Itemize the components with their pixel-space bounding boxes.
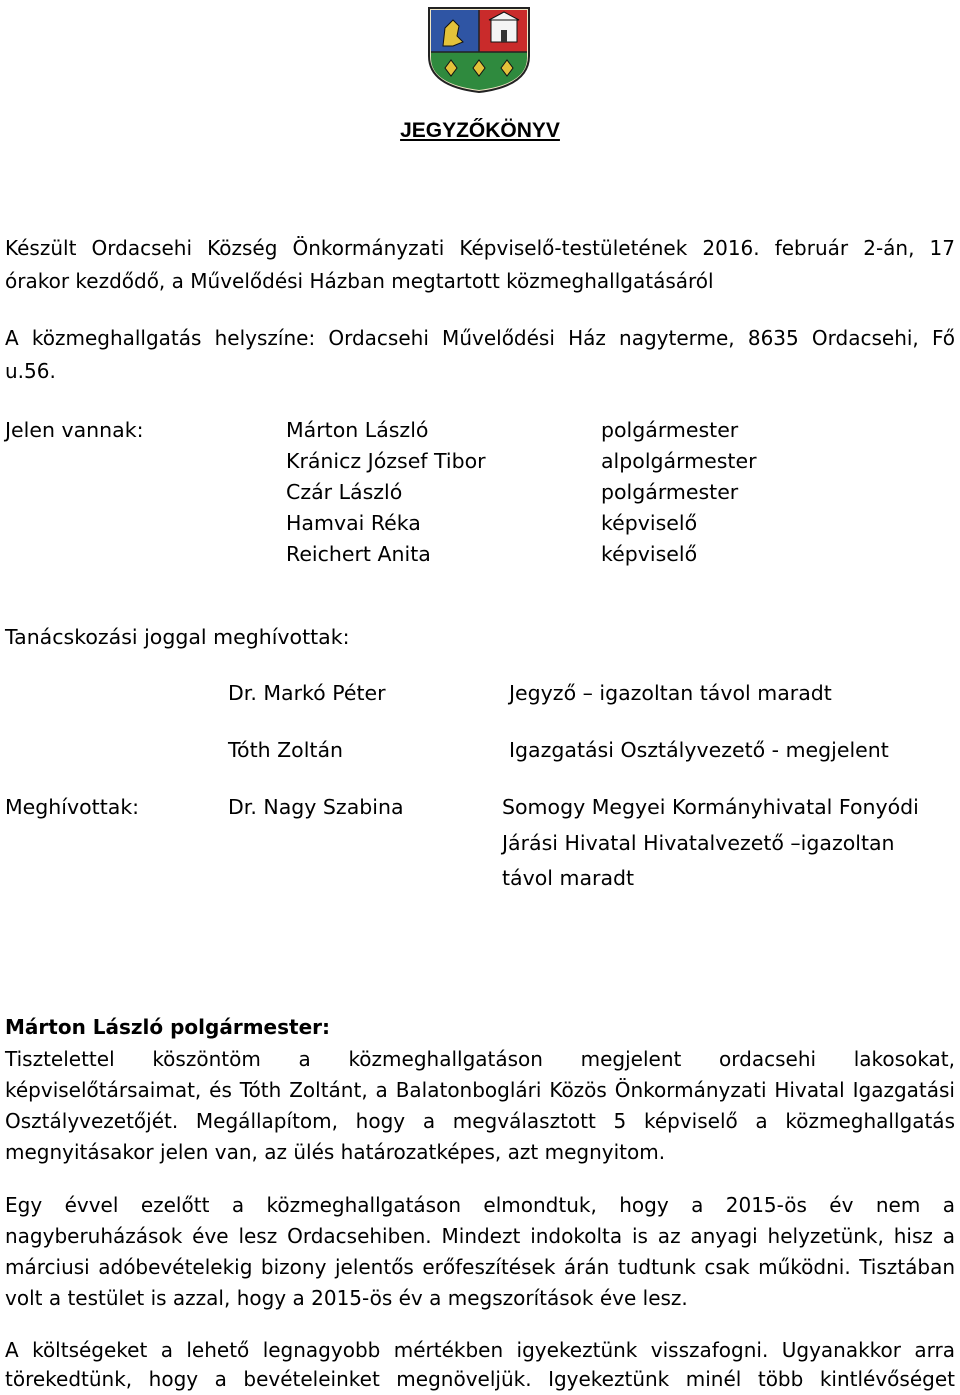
invited-role-line: Somogy Megyei Kormányhivatal Fonyódi [502, 795, 919, 819]
advisory-role: Igazgatási Osztályvezető - megjelent [509, 738, 889, 762]
paragraph-line: megnyitásakor jelen van, az ülés határozatképes, azt megnyitom. [5, 1140, 666, 1164]
paragraph-line: törekedtünk, hogy a bevételeinket megnöveljük. Igyekeztünk minél több kintlévőséget [5, 1367, 955, 1391]
present-role: polgármester [601, 480, 739, 504]
paragraph-line: Osztályvezetőjét. Megállapítom, hogy a megválasztott 5 képviselő a közmeghallgatás [5, 1109, 955, 1133]
paragraph-line: Egy évvel ezelőtt a közmeghallgatáson elmondtuk, hogy a 2015-ös év nem a [5, 1193, 955, 1217]
present-label: Jelen vannak: [5, 418, 144, 442]
document-title: JEGYZŐKÖNYV [400, 119, 560, 142]
invited-label: Meghívottak: [5, 795, 140, 819]
location-line-2: u.56. [5, 359, 56, 383]
advisory-name: Tóth Zoltán [228, 738, 344, 762]
advisory-label: Tanácskozási joggal meghívottak: [5, 625, 350, 649]
paragraph-line: képviselőtársaimat, és Tóth Zoltánt, a Balatonboglári Közös Önkormányzati Hivatal Igazgatási [5, 1078, 955, 1102]
present-role: polgármester [601, 418, 739, 442]
advisory-name: Dr. Markó Péter [228, 681, 386, 705]
present-role: alpolgármester [601, 449, 757, 473]
present-role: képviselő [601, 511, 698, 535]
present-name: Márton László [286, 418, 429, 442]
coat-of-arms-image [423, 6, 535, 94]
speaker-heading: Márton László polgármester: [5, 1015, 330, 1039]
intro-line-1: Készült Ordacsehi Község Önkormányzati Képviselő-testületének 2016. február 2-án, 17 [5, 236, 955, 260]
advisory-role: Jegyző – igazoltan távol maradt [509, 681, 832, 705]
present-name: Kránicz József Tibor [286, 449, 486, 473]
paragraph-line: márciusi adóbevételekig bizony jelentős erőfeszítések árán tudtunk csak működni. Tisztában [5, 1255, 955, 1279]
location-line-1: A közmeghallgatás helyszíne: Ordacsehi Művelődési Ház nagyterme, 8635 Ordacsehi, Fő [5, 326, 955, 350]
paragraph-line: Tisztelettel köszöntöm a közmeghallgatáson megjelent ordacsehi lakosokat, [5, 1047, 955, 1071]
present-name: Czár László [286, 480, 403, 504]
present-role: képviselő [601, 542, 698, 566]
invited-name: Dr. Nagy Szabina [228, 795, 404, 819]
paragraph-line: nagyberuházások éve lesz Ordacsehiben. Mindezt indokolta is az anyagi helyzetünk, hisz a [5, 1224, 955, 1248]
intro-line-2: órakor kezdődő, a Művelődési Házban megtartott közmeghallgatásáról [5, 269, 714, 293]
paragraph-line: A költségeket a lehető legnagyobb mértékben igyekeztünk visszafogni. Ugyanakkor arra [5, 1338, 955, 1362]
present-name: Reichert Anita [286, 542, 431, 566]
invited-role-line: távol maradt [502, 866, 635, 890]
invited-role-line: Járási Hivatal Hivatalvezető –igazoltan [502, 831, 895, 855]
present-name: Hamvai Réka [286, 511, 421, 535]
paragraph-line: volt a testület is azzal, hogy a 2015-ös év a megszorítások éve lesz. [5, 1286, 688, 1310]
